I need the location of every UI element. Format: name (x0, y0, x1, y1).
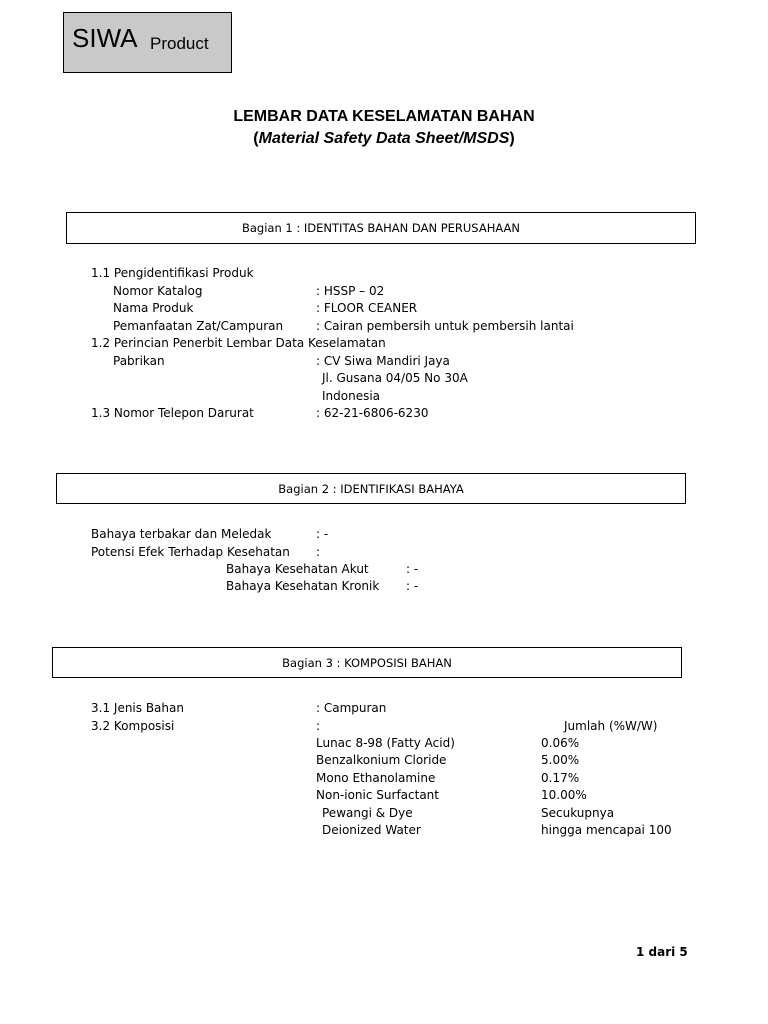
katalog-value: : HSSP – 02 (316, 284, 385, 298)
ingredient-name: Mono Ethanolamine (316, 771, 436, 785)
komposisi-label: 3.2 Komposisi (91, 719, 175, 733)
document-title: LEMBAR DATA KESELAMATAN BAHAN (233, 108, 535, 125)
telepon-value: : 62-21-6806-6230 (316, 406, 429, 420)
nama-value: : FLOOR CEANER (316, 301, 418, 315)
kronik-value: : - (406, 579, 419, 593)
akut-label: Bahaya Kesehatan Akut (226, 562, 369, 576)
logo (63, 12, 232, 73)
ingredient-amount: 0.06% (541, 736, 580, 750)
ingredient-amount: hingga mencapai 100 (541, 823, 672, 837)
jenis-value: : Campuran (316, 701, 387, 715)
ingredient-amount: Secukupnya (541, 806, 615, 820)
potensi-value: : (316, 545, 321, 559)
katalog-label: Nomor Katalog (113, 284, 203, 298)
pemanfaatan-value: : Cairan pembersih untuk pembersih lantai (316, 319, 574, 333)
komposisi-colon: : (316, 719, 321, 733)
ingredient-amount: 0.17% (541, 771, 580, 785)
jenis-label: 3.1 Jenis Bahan (91, 701, 184, 715)
potensi-label: Potensi Efek Terhadap Kesehatan (91, 545, 290, 559)
address-line2: Indonesia (322, 389, 381, 403)
ingredient-name: Lunac 8-98 (Fatty Acid) (316, 736, 455, 750)
section2-heading: Bagian 2 : IDENTIFIKASI BAHAYA (56, 473, 686, 504)
nama-label: Nama Produk (113, 301, 194, 315)
ingredient-name: Non-ionic Surfactant (316, 788, 439, 802)
s12-label: 1.2 Perincian Penerbit Lembar Data Keselamatan (91, 336, 386, 350)
ingredient-amount: 5.00% (541, 753, 580, 767)
kronik-label: Bahaya Kesehatan Kronik (226, 579, 380, 593)
section3-heading: Bagian 3 : KOMPOSISI BAHAN (52, 647, 682, 678)
document-subtitle: (Material Safety Data Sheet/MSDS) (253, 130, 515, 147)
ingredient-name: Pewangi & Dye (322, 806, 413, 820)
ingredient-amount: 10.00% (541, 788, 587, 802)
ingredient-name: Deionized Water (322, 823, 421, 837)
ingredient-name: Benzalkonium Cloride (316, 753, 447, 767)
logo-sub-text: Product (150, 34, 209, 53)
pemanfaatan-label: Pemanfaatan Zat/Campuran (113, 319, 284, 333)
terbakar-label: Bahaya terbakar dan Meledak (91, 527, 272, 541)
address-line1: Jl. Gusana 04/05 No 30A (322, 371, 468, 385)
akut-value: : - (406, 562, 419, 576)
jumlah-header: Jumlah (%W/W) (564, 719, 658, 733)
section1-heading: Bagian 1 : IDENTITAS BAHAN DAN PERUSAHAAN (66, 212, 696, 244)
s11-label: 1.1 Pengidentifikasi Produk (91, 266, 254, 280)
terbakar-value: : - (316, 527, 329, 541)
pabrikan-value: : CV Siwa Mandiri Jaya (316, 354, 450, 368)
s13-label: 1.3 Nomor Telepon Darurat (91, 406, 254, 420)
page-number: 1 dari 5 (636, 945, 688, 959)
logo-main-text: SIWA (72, 23, 138, 53)
pabrikan-label: Pabrikan (113, 354, 165, 368)
